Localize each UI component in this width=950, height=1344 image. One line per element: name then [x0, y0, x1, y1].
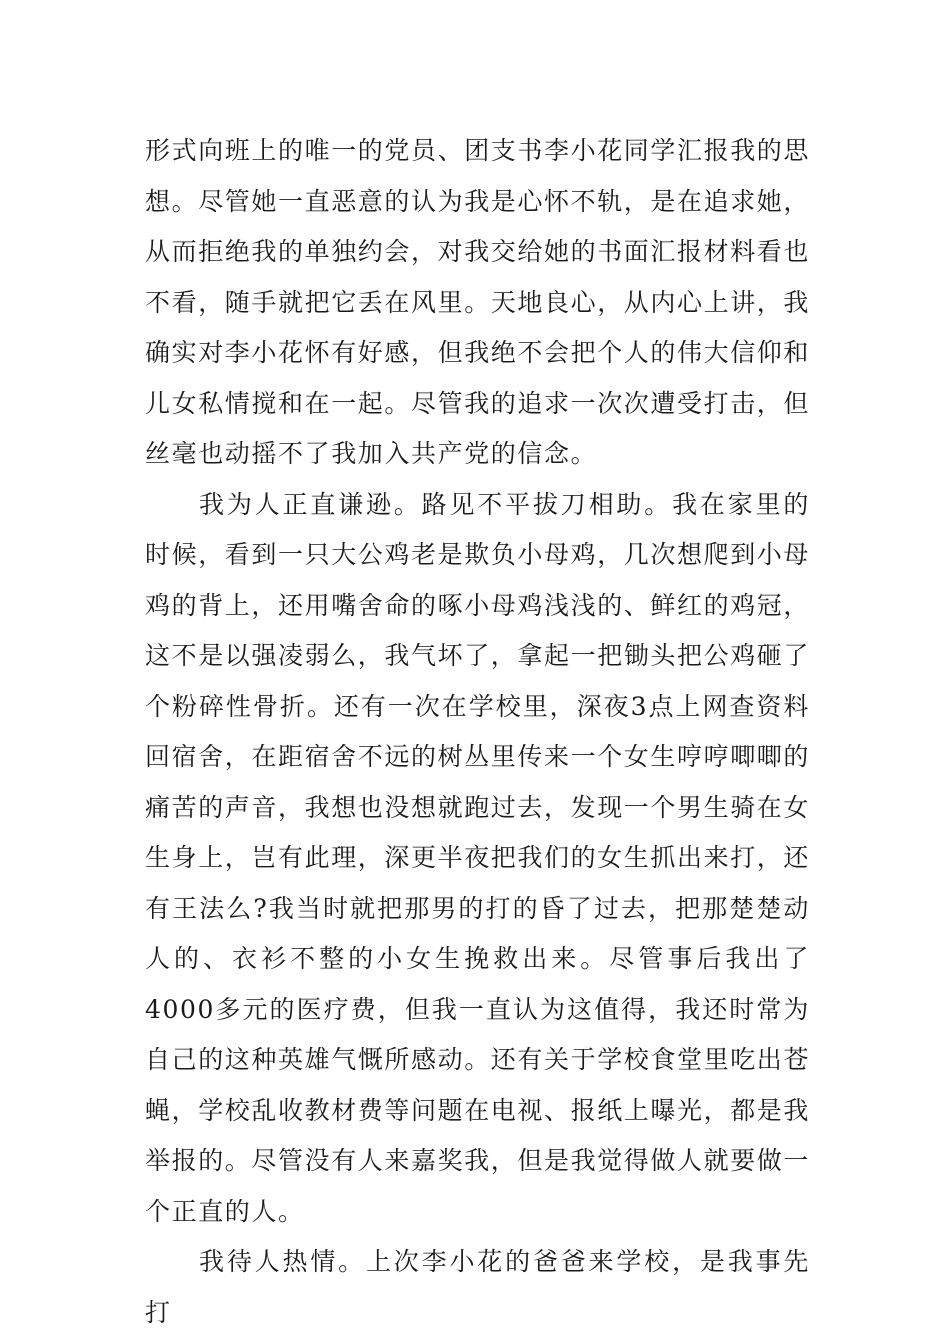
paragraph-1: 形式向班上的唯一的党员、团支书李小花同学汇报我的思想。尽管她一直恶意的认为我是心怀不轨，是在追求她，从而拒绝我的单独约会，对我交给她的书面汇报材料看也不看，随手就把它丢在风里。天地良心，从内心上讲，我确实对李小花怀有好感，但我绝不会把个人的伟大信仰和儿女私情搅和在一起。尽管我的追求一次次遭受打击，但丝毫也动摇不了我加入共产党的信念。 — [145, 136, 811, 468]
body-text — [145, 126, 810, 1338]
paragraph-2: 我为人正直谦逊。路见不平拔刀相助。我在家里的时候，看到一只大公鸡老是欺负小母鸡，几次想爬到小母鸡的背上，还用嘴舍命的啄小母鸡浅浅的、鲜红的鸡冠，这不是以强凌弱么，我气坏了，拿起一把锄头把公鸡砸了个粉碎性骨折。还有一次在学校里，深夜3点上网查资料回宿舍，在距宿舍不远的树丛里传来一个女生哼哼唧唧的痛苦的声音，我想也没想就跑过去，发现一个男生骑在女生身上，岂有此理，深更半夜把我们的女生抓出来打，还有王法么?我当时就把那男的打的昏了过去，把那楚楚动人的、衣衫不整的小女生挽救出来。尽管事后我出了4000多元的医疗费，但我一直认为这值得，我还时常为自己的这种英雄气慨所感动。还有关于学校食堂里吃出苍蝇，学校乱收教材费等问题在电视、报纸上曝光，都是我举报的。尽管没有人来嘉奖我，但是我觉得做人就要做一个正直的人。 — [145, 489, 811, 1226]
paragraph-3: 我待人热情。上次李小花的爸爸来学校，是我事先打 — [145, 1247, 810, 1327]
